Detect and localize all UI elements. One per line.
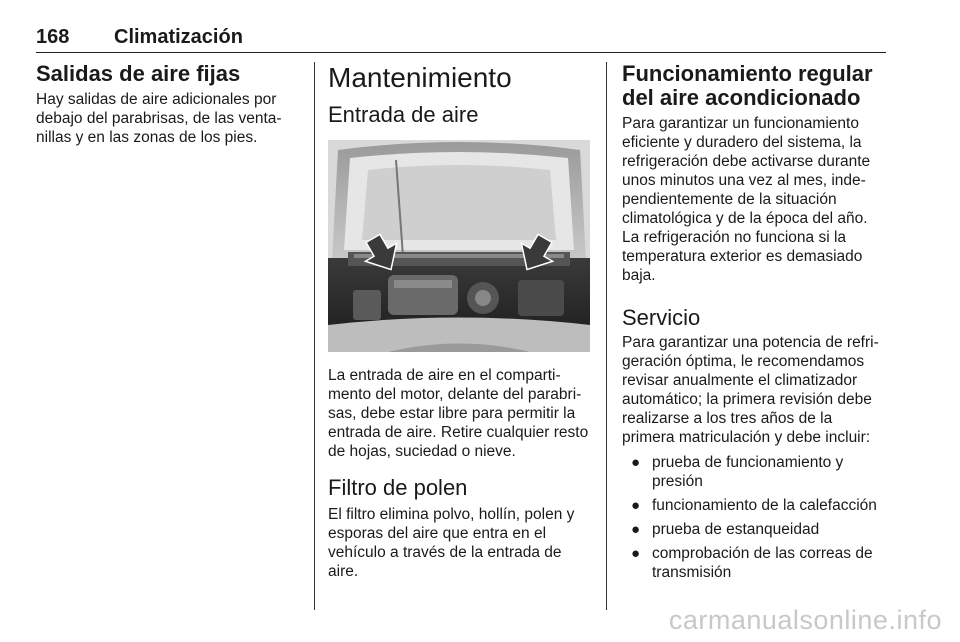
paragraph: Hay salidas de aire adicionales por debajo del parabrisas, de las venta-nillas y en las zonas de los pies.	[36, 91, 282, 146]
watermark: carmanualsonline.info	[668, 605, 942, 635]
list-item: ● prueba de funcionamiento y presión	[631, 454, 844, 490]
chapter-title: Climatización	[114, 26, 243, 48]
page-number: 168	[36, 26, 70, 48]
bullet-icon: ●	[631, 454, 641, 471]
subsection-heading: Entrada de aire	[328, 102, 479, 127]
paragraph: El filtro elimina polvo, hollín, polen y esporas del aire que entra en el vehículo a través de la entrada de aire.	[328, 506, 575, 580]
section-heading: Funcionamiento regular del aire acondicionado	[622, 61, 873, 110]
bullet-list	[622, 453, 888, 582]
paragraph: Para garantizar una potencia de refri-geración óptima, le recomendamos revisar anualmente el climatizador automático; la primera revisión debe realizarse a los tres años de la primera matriculación y debe incluir:	[622, 334, 879, 446]
column-left	[36, 62, 302, 147]
column-middle	[328, 62, 590, 581]
column-divider	[606, 62, 607, 610]
column-divider	[314, 62, 315, 610]
subsection-heading: Filtro de polen	[328, 475, 468, 500]
list-item: ● prueba de estanqueidad	[631, 521, 820, 538]
engine-bay-photo	[328, 140, 590, 352]
bullet-icon: ●	[631, 521, 641, 538]
bullet-icon: ●	[631, 545, 641, 562]
list-item: ● comprobación de las correas de transmisión	[631, 545, 873, 581]
paragraph: Para garantizar un funcionamiento eficiente y duradero del sistema, la refrigeración debe activarse durante unos minutos una vez al mes, inde-pendientemente de la situación climatológica y de la época del año. La refrigeración no funciona si la temperatura exterior es demasiado baja.	[622, 115, 871, 284]
list-item: ● funcionamiento de la calefacción	[631, 497, 877, 514]
subsection-heading: Servicio	[622, 305, 701, 330]
bullet-icon: ●	[631, 497, 641, 514]
paragraph: La entrada de aire en el comparti-mento del motor, delante del parabri-sas, debe estar libre para permitir la entrada de aire. Retire cualquier resto de hojas, suciedad o nieve.	[328, 367, 589, 460]
section-heading: Salidas de aire fijas	[36, 61, 241, 86]
column-right	[622, 62, 888, 587]
section-title: Mantenimiento	[328, 62, 512, 93]
page-header	[36, 26, 886, 53]
